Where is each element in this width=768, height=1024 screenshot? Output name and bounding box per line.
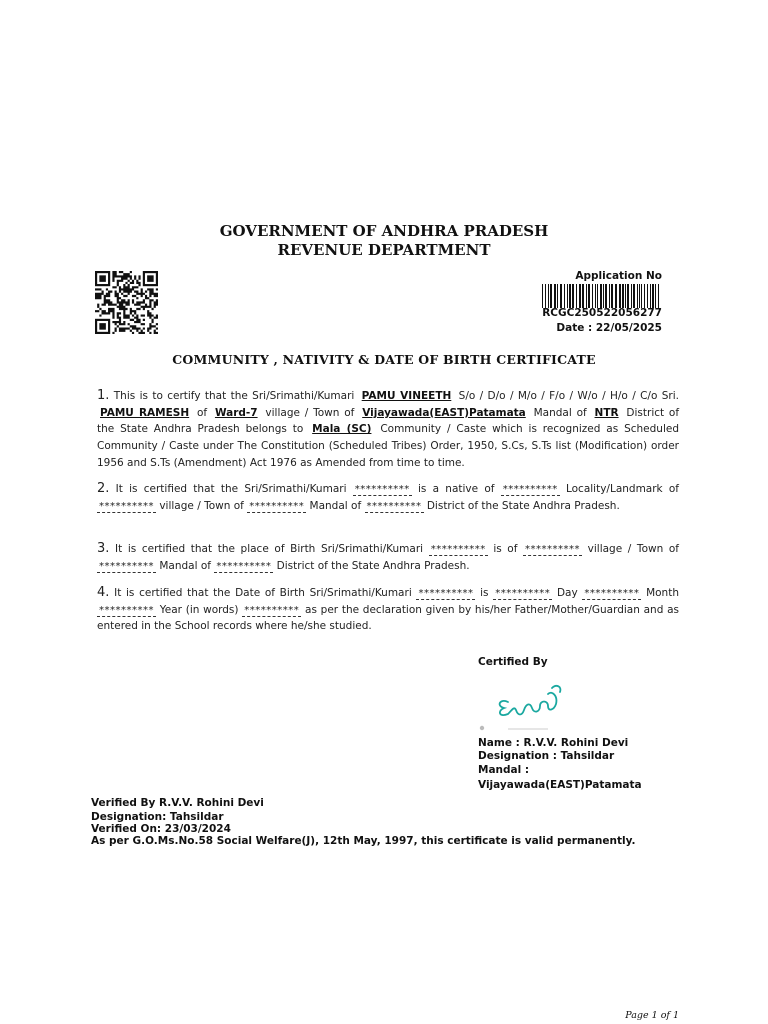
masked-value: ********** [354,484,410,495]
town-name: Vijayawada(EAST)Patamata [362,406,526,419]
masked-value: ********** [216,560,272,572]
masked-value: ********** [495,588,551,599]
paragraph-3: 3. It is certified that the place of Birth Sri/Srimathi/Kumari ********** is of ********** village / Town of ********** Mandal of ********** District of the State Andhra Pradesh. [97,541,679,572]
application-number: RCGC250522056277 [542,307,662,319]
verified-on: Verified On: 23/03/2024 [91,823,231,835]
district-name: NTR [594,406,619,419]
barcode-icon [541,284,662,308]
masked-value: ********** [584,588,640,599]
certified-designation: Designation : Tahsildar [478,750,615,762]
verified-designation: Designation: Tahsildar [91,811,224,823]
masked-value: ********** [418,588,474,599]
masked-value: ********** [99,500,154,512]
paragraph-number: 3. [97,541,110,556]
header-government: GOVERNMENT OF ANDHRA PRADESH [219,222,549,240]
paragraph-number: 2. [97,481,110,496]
paragraph-1: 1. This is to certify that the Sri/Srimathi/Kumari PAMU VINEETH S/o / D/o / M/o / F/o / W/o / H/o / C/o Sri. PAMU RAMESH of Ward-7 village / Town of Vijayawada(EAST)Patamata Mandal of NTR District of the State Andhra Pradesh belongs to Mala (SC) Community / Caste which is recognized as Scheduled Community / Caste under The Constitution (Scheduled Tribes) Order, 1950, S.Cs, S.Ts list (Modification) order 1956 and S.Ts (Amendment) Act 1976 as Amended from time to time. [97,388,680,469]
masked-value: ********** [99,604,154,616]
certificate-title: COMMUNITY , NATIVITY & DATE OF BIRTH CERTIFICATE [172,352,596,367]
applicant-name: PAMU VINEETH [361,390,452,402]
verified-by: Verified By R.V.V. Rohini Devi [91,797,264,809]
paragraph-4: 4. It is certified that the Date of Birth Sri/Srimathi/Kumari ********** is ********** Day ********** Month ********** Year (in words) ********** as per the declaration given by his/her Father/Mother/Guardian and as entered in the School records where he/she studied. [97,585,680,633]
masked-value: ********** [502,484,558,495]
paragraph-number: 1. [97,388,110,403]
community-name: Mala (SC) [312,423,372,436]
application-label: Application No [575,270,662,282]
father-name: PAMU RAMESH [100,406,190,419]
certified-by-label: Certified By [478,656,548,668]
paragraph-number: 4. [97,585,110,600]
application-date: Date : 22/05/2025 [556,322,662,334]
qr-code-icon [95,271,158,334]
page-number: Page 1 of 1 [625,1010,679,1021]
certified-mandal-label: Mandal : [478,764,530,776]
masked-value: ********** [430,544,486,555]
village-name: Ward-7 [214,406,258,419]
validity-note: As per G.O.Ms.No.58 Social Welfare(J), 12th May, 1997, this certificate is valid permanently. [91,835,636,847]
signature-icon [478,672,591,732]
masked-value: ********** [525,544,581,555]
masked-value: ********** [366,500,422,512]
masked-value: ********** [244,604,300,616]
certified-name: Name : R.V.V. Rohini Devi [478,737,629,749]
certified-mandal-value: Vijayawada(EAST)Patamata [478,779,642,791]
masked-value: ********** [249,500,305,512]
header-department: REVENUE DEPARTMENT [277,241,491,259]
masked-value: ********** [99,560,154,572]
paragraph-2: 2. It is certified that the Sri/Srimathi/Kumari ********** is a native of ********** Locality/Landmark of ********** village / Town of ********** Mandal of ********** District of the State Andhra Pradesh. [97,481,679,512]
